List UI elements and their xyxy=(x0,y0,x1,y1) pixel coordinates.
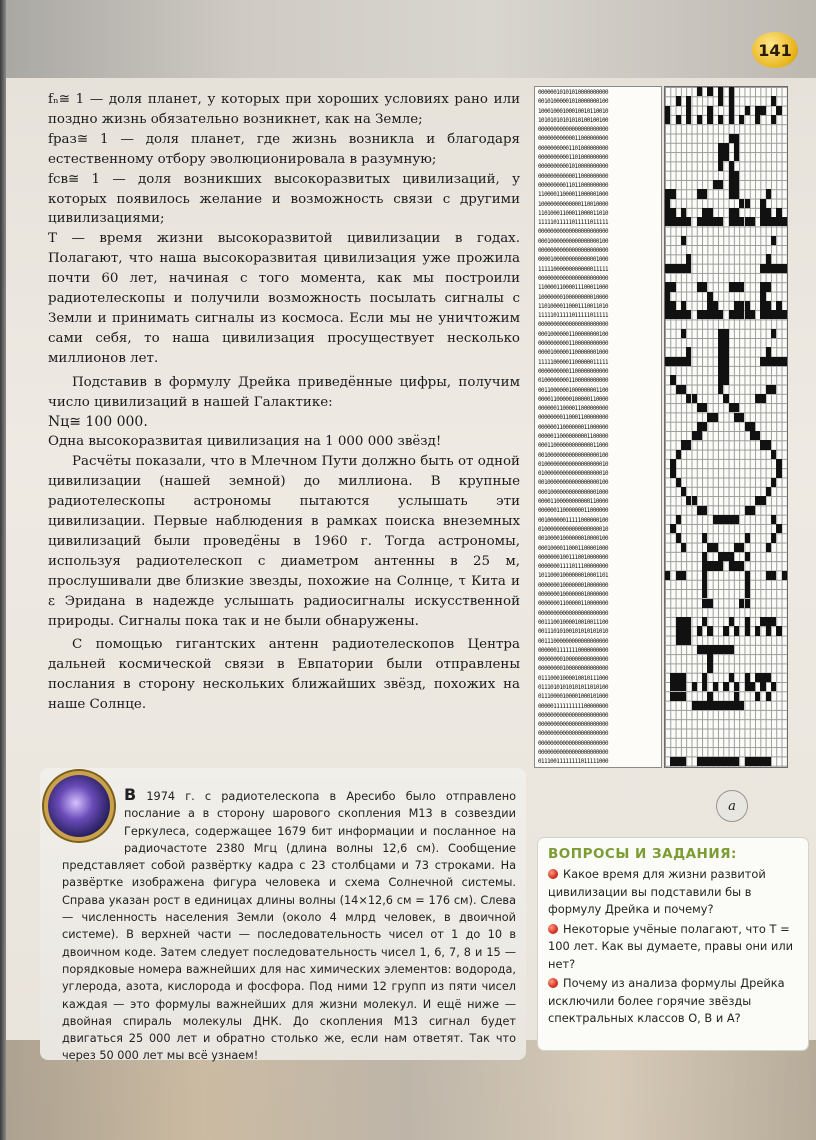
red-bullet-icon xyxy=(548,978,558,988)
grid-pixel xyxy=(739,282,744,291)
grid-pixel xyxy=(755,115,760,124)
grid-pixel xyxy=(665,292,670,301)
grid-pixel xyxy=(739,561,744,570)
grid-pixel xyxy=(702,552,707,561)
red-bullet-icon xyxy=(548,924,558,934)
grid-pixel xyxy=(782,357,787,366)
main-text xyxy=(48,90,520,715)
grid-pixel xyxy=(702,189,707,198)
grid-pixel xyxy=(686,617,691,626)
grid-pixel xyxy=(718,385,723,394)
grid-pixel xyxy=(723,366,728,375)
grid-pixel xyxy=(776,468,781,477)
grid-pixel xyxy=(745,571,750,580)
grid-pixel xyxy=(729,161,734,170)
grid-pixel xyxy=(734,180,739,189)
grid-pixel xyxy=(676,478,681,487)
grid-pixel xyxy=(707,208,712,217)
grid-pixel xyxy=(723,152,728,161)
grid-pixel xyxy=(776,301,781,310)
question-text: Какое время для жизни развитой цивилизации вы подставили бы в формулу Дрейка и почему? xyxy=(548,867,766,916)
grid-pixel xyxy=(760,292,765,301)
grid-pixel xyxy=(745,106,750,115)
grid-pixel xyxy=(766,208,771,217)
grid-pixel xyxy=(771,385,776,394)
paragraph-f-sv: fсв≅ 1 — доля возникших высокоразвитых цивилизаций, у которых появилось желание и возможность связи с другими цивилизациями; xyxy=(48,171,520,227)
grid-pixel xyxy=(702,533,707,542)
grid-pixel xyxy=(771,115,776,124)
grid-pixel xyxy=(718,217,723,226)
grid-pixel xyxy=(702,589,707,598)
grid-pixel xyxy=(707,87,712,96)
grid-pixel xyxy=(665,106,670,115)
grid-pixel xyxy=(681,385,686,394)
grid-pixel xyxy=(713,682,718,691)
grid-pixel xyxy=(670,468,675,477)
grid-pixel xyxy=(782,217,787,226)
grid-pixel xyxy=(776,106,781,115)
figure-label: a xyxy=(716,790,748,822)
grid-pixel xyxy=(723,357,728,366)
grid-pixel xyxy=(729,673,734,682)
grid-pixel xyxy=(713,301,718,310)
grid-pixel xyxy=(760,199,765,208)
grid-pixel xyxy=(739,115,744,124)
grid-pixel xyxy=(766,347,771,356)
grid-pixel xyxy=(702,506,707,515)
grid-pixel xyxy=(734,682,739,691)
grid-pixel xyxy=(713,413,718,422)
grid-pixel xyxy=(681,682,686,691)
grid-pixel xyxy=(734,143,739,152)
grid-pixel xyxy=(734,515,739,524)
grid-pixel xyxy=(760,394,765,403)
grid-pixel xyxy=(771,450,776,459)
grid-pixel xyxy=(755,431,760,440)
grid-pixel xyxy=(745,199,750,208)
info-text xyxy=(62,786,516,1065)
grid-pixel xyxy=(755,626,760,635)
grid-pixel xyxy=(739,543,744,552)
grid-pixel xyxy=(734,626,739,635)
paragraph-t: T — время жизни высокоразвитой цивилизации в годах. Полагают, что наша высокоразвитая цивилизация уже прожила почти 60 лет, начиная с того момента, как мы построили радиотелескопы и получили возможность посылать сигналы с Земли и принимать сигналы из космоса. Если мы не уничтожим сами себя, то наша цивилизация просуществует несколько миллионов лет. xyxy=(48,231,520,366)
grid-pixel xyxy=(676,533,681,542)
question-text: Некоторые учёные полагают, что T = 100 лет. Как вы думаете, правы они или нет? xyxy=(548,921,794,971)
grid-pixel xyxy=(771,478,776,487)
paragraph-conclusion: Одна высокоразвитая цивилизация на 1 000 000 звёзд! xyxy=(48,434,442,450)
grid-pixel xyxy=(686,440,691,449)
grid-pixel xyxy=(745,589,750,598)
grid-pixel xyxy=(734,171,739,180)
question-item xyxy=(548,866,802,919)
grid-pixel xyxy=(681,757,686,766)
grid-pixel xyxy=(766,301,771,310)
paragraph-f-zh: fₙ≅ 1 — доля планет, у которых при хороших условиях рано или поздно жизнь обязательно возникнет, как на Земле; xyxy=(48,92,520,127)
grid-pixel xyxy=(713,543,718,552)
paragraph-f-raz: fраз≅ 1 — доля планет, где жизнь возникла и благодаря естественному отбору эволюционировала в разумную; xyxy=(48,131,520,167)
grid-pixel xyxy=(745,533,750,542)
grid-pixel xyxy=(686,217,691,226)
grid-pixel xyxy=(676,515,681,524)
grid-pixel xyxy=(771,96,776,105)
grid-pixel xyxy=(766,692,771,701)
grid-pixel xyxy=(766,543,771,552)
grid-pixel xyxy=(760,106,765,115)
paragraph-evpatoria: С помощью гигантских антенн радиотелескопов Центра дальней космической связи в Евпатории были отправлены послания в сторону нескольких ближайших звёзд, похожих на наше Солнце. xyxy=(48,637,520,713)
grid-pixel xyxy=(745,552,750,561)
grid-pixel xyxy=(750,682,755,691)
grid-pixel xyxy=(676,96,681,105)
grid-pixel xyxy=(707,654,712,663)
grid-pixel xyxy=(723,329,728,338)
grid-pixel xyxy=(766,673,771,682)
grid-pixel xyxy=(707,106,712,115)
grid-pixel xyxy=(771,533,776,542)
grid-pixel xyxy=(702,403,707,412)
arecibo-pixel-grid xyxy=(664,86,788,768)
page-binding xyxy=(0,0,6,1140)
grid-pixel xyxy=(670,189,675,198)
grid-pixel xyxy=(760,682,765,691)
grid-pixel xyxy=(766,254,771,263)
grid-pixel xyxy=(681,692,686,701)
grid-pixel xyxy=(707,115,712,124)
grid-pixel xyxy=(707,692,712,701)
grid-pixel xyxy=(681,208,686,217)
question-item xyxy=(548,975,802,1028)
binary-digits: 00000010101010000000000 00101000001010000000100 10001000100010010110010 10101010101010100100100 00000000000000000000000 00000000000011000000000 00000000001101000000000 00000000001101000000000 00000000001010000000000 00000000000011000000000 00000000011011000000000 11000011000011000001000 10000000000000110010000 11010001100011000011010 11111011111011111011111 00000000000000000000000 00010000000000000000100 00000000000000000000000 00001000000000000001000 11111000000000000011111 00000000000000000000000 11000011000011100011000 10000000100000000010000 11010000110001110011010 11111011111011111011111 00000000000000000000000 00010000001100000000100 00000000001100000000000 00001000001100000001000 11111000001100000011111 00000000001100000000000 01000000001100000000000 00110000001000000001100 00001100000100000110000 00000011000011000000000 00000000110001100000000 00000011000000011000000 00000110000000001100000 00011000000000000011000 00100000000000000000100 01000000000000000000010 01000000000000000000010 00100000000000000000100 00010000000000000001000 00001100000000000110000 00000011000000011000000 00100000011111000000100 01000000000000000000010 00100001000000010000100 00010000110001100001000 00000001001110010000000 00000001111011100000000 10110001000000010001101 00000001000000010000000 00000001000000010000000 00000001100000110000000 00000000000000000000000 00111001000010010011100 00111010100101010101010 00111000000000000000000 00000011111110000000000 00000000100000000000000 00000000100000000000000 01110001000010010111000 01110101010101011010100 01110000100001000101000 00000111111111100000000 00000000000000000000000 00000000000000000000000 00000000000000000000000 00000000000000000000000 00000000000000000000000 01110011111111011111000 xyxy=(538,90,609,766)
grid-pixel xyxy=(670,301,675,310)
grid-pixel xyxy=(729,552,734,561)
grid-pixel xyxy=(723,143,728,152)
grid-pixel xyxy=(734,403,739,412)
grid-pixel xyxy=(686,115,691,124)
paragraph-calculations: Расчёты показали, что в Млечном Пути должно быть от одной цивилизации (нашей земной) до миллиона. В крупные радиотелескопы астрономы пытаются услышать эти цивилизации. Первые наблюдения в рамках поиска внеземных цивилизаций были проведёны в 1960 г. Тогда астрономы, используя радиотелескоп с диаметром антенны в 25 м, прослушивали две близкие звезды, похожие на Солнце, τ Кита и ε Эридана в надежде услышать радиосигналы искусственной природы. Сигналы пока так и не были обнаружены. xyxy=(48,454,520,629)
grid-pixel xyxy=(776,208,781,217)
grid-pixel xyxy=(771,617,776,626)
grid-pixel xyxy=(766,189,771,198)
grid-pixel xyxy=(707,664,712,673)
grid-pixel xyxy=(729,106,734,115)
questions-list xyxy=(548,866,802,1030)
grid-pixel xyxy=(729,115,734,124)
grid-pixel xyxy=(734,152,739,161)
grid-pixel xyxy=(686,357,691,366)
header-band xyxy=(0,0,816,78)
grid-pixel xyxy=(718,87,723,96)
grid-pixel xyxy=(771,682,776,691)
grid-pixel xyxy=(766,282,771,291)
grid-pixel xyxy=(681,543,686,552)
info-lead-letter: В xyxy=(124,785,137,804)
grid-pixel xyxy=(670,375,675,384)
grid-pixel xyxy=(776,459,781,468)
grid-pixel xyxy=(665,115,670,124)
grid-pixel xyxy=(739,413,744,422)
grid-pixel xyxy=(702,571,707,580)
grid-pixel xyxy=(697,87,702,96)
grid-pixel xyxy=(702,617,707,626)
grid-pixel xyxy=(686,106,691,115)
grid-pixel xyxy=(760,496,765,505)
grid-pixel xyxy=(702,682,707,691)
grid-pixel xyxy=(771,571,776,580)
grid-pixel xyxy=(718,561,723,570)
page-number: 141 xyxy=(752,32,798,68)
grid-pixel xyxy=(729,87,734,96)
grid-pixel xyxy=(681,329,686,338)
grid-pixel xyxy=(755,692,760,701)
grid-pixel xyxy=(670,282,675,291)
icon-spacer xyxy=(62,786,124,844)
grid-pixel xyxy=(681,236,686,245)
grid-pixel xyxy=(681,673,686,682)
grid-pixel xyxy=(745,673,750,682)
grid-pixel xyxy=(750,310,755,319)
paragraph-substitution: Подставив в формулу Дрейка приведённые цифры, получим число цивилизаций в нашей Галактике: xyxy=(48,374,520,410)
grid-pixel xyxy=(686,96,691,105)
grid-pixel xyxy=(723,347,728,356)
grid-pixel xyxy=(670,208,675,217)
grid-pixel xyxy=(707,599,712,608)
grid-pixel xyxy=(681,571,686,580)
grid-pixel xyxy=(686,626,691,635)
red-bullet-icon xyxy=(548,869,558,879)
grid-pixel xyxy=(729,645,734,654)
grid-pixel xyxy=(665,199,670,208)
grid-pixel xyxy=(702,282,707,291)
grid-pixel xyxy=(686,347,691,356)
grid-pixel xyxy=(766,757,771,766)
grid-pixel xyxy=(782,571,787,580)
grid-pixel xyxy=(750,422,755,431)
grid-pixel xyxy=(729,96,734,105)
binary-message-figure xyxy=(534,86,662,768)
grid-pixel xyxy=(734,757,739,766)
grid-pixel xyxy=(697,431,702,440)
grid-pixel xyxy=(681,301,686,310)
grid-pixel xyxy=(729,617,734,626)
grid-pixel xyxy=(734,692,739,701)
grid-pixel xyxy=(723,626,728,635)
grid-pixel xyxy=(734,189,739,198)
grid-pixel xyxy=(718,310,723,319)
grid-pixel xyxy=(771,515,776,524)
grid-pixel xyxy=(723,375,728,384)
grid-pixel xyxy=(692,682,697,691)
grid-pixel xyxy=(676,115,681,124)
question-item xyxy=(548,921,802,974)
grid-pixel xyxy=(718,161,723,170)
grid-pixel xyxy=(723,682,728,691)
grid-pixel xyxy=(686,254,691,263)
grid-pixel xyxy=(718,96,723,105)
grid-pixel xyxy=(723,394,728,403)
grid-pixel xyxy=(670,524,675,533)
grid-pixel xyxy=(697,626,702,635)
grid-pixel xyxy=(745,301,750,310)
grid-pixel xyxy=(745,599,750,608)
grid-pixel xyxy=(734,208,739,217)
grid-pixel xyxy=(707,626,712,635)
grid-pixel xyxy=(739,701,744,710)
grid-pixel xyxy=(766,440,771,449)
grid-pixel xyxy=(692,496,697,505)
grid-pixel xyxy=(702,580,707,589)
grid-pixel xyxy=(692,394,697,403)
grid-pixel xyxy=(723,338,728,347)
grid-pixel xyxy=(750,506,755,515)
grid-pixel xyxy=(750,217,755,226)
grid-pixel xyxy=(707,292,712,301)
grid-pixel xyxy=(718,115,723,124)
grid-pixel xyxy=(745,580,750,589)
grid-pixel xyxy=(718,180,723,189)
grid-pixel xyxy=(766,626,771,635)
grid-pixel xyxy=(686,636,691,645)
grid-pixel xyxy=(702,422,707,431)
grid-pixel xyxy=(686,264,691,273)
grid-pixel xyxy=(681,487,686,496)
grid-pixel xyxy=(771,236,776,245)
grid-pixel xyxy=(702,673,707,682)
grid-pixel xyxy=(745,626,750,635)
grid-pixel xyxy=(745,617,750,626)
grid-pixel xyxy=(782,310,787,319)
questions-title: ВОПРОСЫ И ЗАДАНИЯ: xyxy=(548,846,737,862)
grid-pixel xyxy=(782,264,787,273)
grid-pixel xyxy=(776,626,781,635)
question-text: Почему из анализа формулы Дрейка исключили более горячие звёзды спектральных классов О, В и А? xyxy=(548,976,785,1025)
grid-pixel xyxy=(771,329,776,338)
grid-pixel xyxy=(734,134,739,143)
grid-pixel xyxy=(670,459,675,468)
grid-pixel xyxy=(686,310,691,319)
info-body: 1974 г. с радиотелескопа в Аресибо было отправлено послание a в сторону шарового скопления M13 в созвездии Геркулеса, содержащее 1679 бит информации и посланное на радиочастоте 2380 Мгц (длина волны 12,6 см). Сообщение представляет собой развёртку кадра с 23 столбцами и 73 строками. На развёртке изображена фигура человека и схема Солнечной системы. Справа указан рост в единицах длины волны (14×12,6 см = 176 см). Слева — численность населения Земли (около 4 млрд человек, в двоичной системе). В верхней части — последовательность чисел от 1 до 10 в двоичном коде. Затем следует последовательность чисел 1, 6, 7, 8 и 15 — порядковые номера важнейших для нас химических элементов: водорода, углерода, азота, кислорода и фосфора. Под ними 12 групп из пяти чисел каждая — это формулы важнейших для жизни молекул. И ещё ниже — двойная спираль молекулы ДНК. До скопления M13 сигнал будет двигаться 25 000 лет и обратно столько же, если нам ответят. Так что через 50 000 лет мы всё узнаем! xyxy=(62,790,516,1063)
grid-pixel xyxy=(697,115,702,124)
grid-pixel xyxy=(676,450,681,459)
formula-nc: Nц≅ 100 000. xyxy=(48,413,148,430)
grid-pixel xyxy=(665,571,670,580)
grid-pixel xyxy=(766,487,771,496)
grid-pixel xyxy=(776,524,781,533)
